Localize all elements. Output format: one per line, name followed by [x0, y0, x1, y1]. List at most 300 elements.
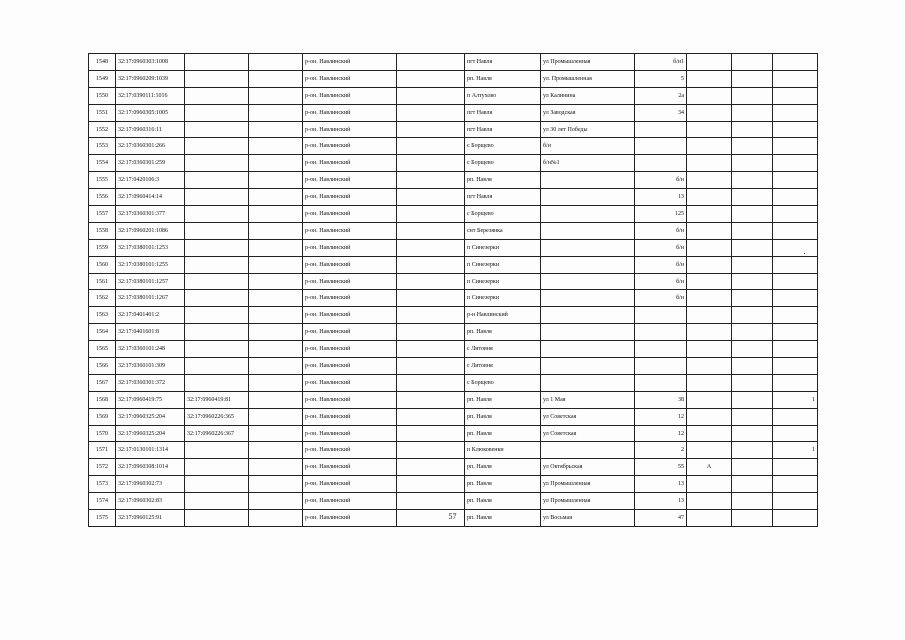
- locality-name: с Борщево: [465, 206, 541, 223]
- building-letter: [687, 307, 732, 324]
- locality-name: рп. Навля: [465, 391, 541, 408]
- cell-empty: [249, 172, 303, 189]
- previous-cadastral-number: 32:17:0960226:367: [185, 425, 249, 442]
- cell-flag: [773, 189, 818, 206]
- district-name: р-он. Навлинский: [303, 239, 397, 256]
- cell-empty: [732, 374, 773, 391]
- house-number: 5: [635, 70, 687, 87]
- locality-name: п Синезерки: [465, 290, 541, 307]
- cell-empty: [397, 408, 465, 425]
- cell-empty: [732, 493, 773, 510]
- house-number: 125: [635, 206, 687, 223]
- row-number: 1570: [89, 425, 116, 442]
- cadastral-number: 32:17:0390111:1016: [116, 87, 185, 104]
- house-number: 13: [635, 493, 687, 510]
- row-number: 1561: [89, 273, 116, 290]
- previous-cadastral-number: [185, 70, 249, 87]
- cell-flag: [773, 239, 818, 256]
- district-name: р-он. Навлинский: [303, 307, 397, 324]
- cell-empty: [397, 358, 465, 375]
- cell-flag: [773, 374, 818, 391]
- registry-table: [88, 53, 818, 527]
- district-name: р-он. Навлинский: [303, 189, 397, 206]
- cell-flag: [773, 341, 818, 358]
- cell-empty: [732, 239, 773, 256]
- house-number: б/н: [635, 256, 687, 273]
- street-name: ул 30 лет Победы: [541, 121, 635, 138]
- row-number: 1557: [89, 206, 116, 223]
- row-number: 1562: [89, 290, 116, 307]
- table-row: [89, 476, 818, 493]
- cell-empty: [397, 172, 465, 189]
- table-row: [89, 425, 818, 442]
- previous-cadastral-number: [185, 307, 249, 324]
- locality-name: п Синезерки: [465, 239, 541, 256]
- table-row: [89, 70, 818, 87]
- district-name: р-он. Навлинский: [303, 341, 397, 358]
- cadastral-number: 32:17:0380101:1267: [116, 290, 185, 307]
- cell-empty: [732, 307, 773, 324]
- locality-name: пгт Навля: [465, 189, 541, 206]
- building-letter: [687, 358, 732, 375]
- building-letter: [687, 155, 732, 172]
- cell-empty: [249, 222, 303, 239]
- cell-flag: [773, 290, 818, 307]
- house-number: 13: [635, 189, 687, 206]
- cell-empty: [732, 206, 773, 223]
- previous-cadastral-number: [185, 104, 249, 121]
- table-body: [89, 54, 818, 527]
- street-name: [541, 273, 635, 290]
- district-name: р-он. Навлинский: [303, 374, 397, 391]
- locality-name: с Борщево: [465, 155, 541, 172]
- cell-empty: [249, 341, 303, 358]
- locality-name: п Клюковенки: [465, 442, 541, 459]
- cell-empty: [732, 425, 773, 442]
- house-number: 34: [635, 104, 687, 121]
- previous-cadastral-number: [185, 290, 249, 307]
- table-row: [89, 256, 818, 273]
- building-letter: [687, 172, 732, 189]
- cell-empty: [249, 442, 303, 459]
- house-number: б/н: [635, 290, 687, 307]
- cell-empty: [249, 189, 303, 206]
- cell-empty: [249, 155, 303, 172]
- locality-name: п Синезерки: [465, 256, 541, 273]
- cadastral-number: 32:17:0960302:73: [116, 476, 185, 493]
- table-row: [89, 408, 818, 425]
- street-name: [541, 189, 635, 206]
- cell-empty: [397, 391, 465, 408]
- street-name: ул Восьмая: [541, 510, 635, 527]
- table-row: [89, 206, 818, 223]
- cadastral-number: 32:17:0960308:1014: [116, 459, 185, 476]
- table-row: [89, 239, 818, 256]
- district-name: р-он. Навлинский: [303, 408, 397, 425]
- cell-flag: [773, 324, 818, 341]
- page-number: 57: [448, 512, 457, 521]
- table-row: [89, 273, 818, 290]
- cell-empty: [249, 256, 303, 273]
- locality-name: с Борщево: [465, 374, 541, 391]
- cell-flag: [773, 206, 818, 223]
- row-number: 1571: [89, 442, 116, 459]
- previous-cadastral-number: [185, 155, 249, 172]
- locality-name: с Литовня: [465, 358, 541, 375]
- table-row: [89, 324, 818, 341]
- street-name: ул Заводская: [541, 104, 635, 121]
- row-number: 1574: [89, 493, 116, 510]
- cell-empty: [732, 138, 773, 155]
- previous-cadastral-number: [185, 374, 249, 391]
- street-name: [541, 358, 635, 375]
- street-name: ул Советская: [541, 425, 635, 442]
- cell-flag: [773, 476, 818, 493]
- house-number: [635, 121, 687, 138]
- locality-name: снт Березянка: [465, 222, 541, 239]
- table-row: [89, 54, 818, 71]
- district-name: р-он. Навлинский: [303, 391, 397, 408]
- locality-name: рп. Навля: [465, 70, 541, 87]
- cell-flag: [773, 222, 818, 239]
- district-name: р-он. Навлинский: [303, 459, 397, 476]
- street-name: ул Октябрьская: [541, 459, 635, 476]
- previous-cadastral-number: [185, 324, 249, 341]
- cell-empty: [732, 189, 773, 206]
- house-number: 47: [635, 510, 687, 527]
- cell-empty: [249, 290, 303, 307]
- house-number: 2а: [635, 87, 687, 104]
- cadastral-number: 32:17:0960414:14: [116, 189, 185, 206]
- cell-empty: [732, 222, 773, 239]
- cell-flag: [773, 408, 818, 425]
- cadastral-number: 32:17:0360301:266: [116, 138, 185, 155]
- building-letter: А: [687, 459, 732, 476]
- table-row: [89, 155, 818, 172]
- previous-cadastral-number: 32:17:0960226:365: [185, 408, 249, 425]
- cell-empty: [249, 425, 303, 442]
- cadastral-number: 32:17:0130101:1314: [116, 442, 185, 459]
- cell-empty: [397, 138, 465, 155]
- cadastral-number: 32:17:0960316:11: [116, 121, 185, 138]
- house-number: 2: [635, 442, 687, 459]
- building-letter: [687, 70, 732, 87]
- locality-name: пгт Навля: [465, 54, 541, 71]
- cell-empty: [397, 290, 465, 307]
- street-name: б/н: [541, 138, 635, 155]
- district-name: р-он. Навлинский: [303, 442, 397, 459]
- cell-empty: [397, 273, 465, 290]
- cell-empty: [397, 239, 465, 256]
- previous-cadastral-number: 32:17:0960419:81: [185, 391, 249, 408]
- cell-empty: [732, 172, 773, 189]
- cadastral-number: 32:17:0960325:204: [116, 425, 185, 442]
- house-number: 55: [635, 459, 687, 476]
- cell-empty: [249, 273, 303, 290]
- house-number: [635, 324, 687, 341]
- cell-empty: [732, 442, 773, 459]
- cell-flag: [773, 138, 818, 155]
- row-number: 1559: [89, 239, 116, 256]
- building-letter: [687, 206, 732, 223]
- cell-flag: [773, 87, 818, 104]
- cell-flag: [773, 493, 818, 510]
- district-name: р-он. Навлинский: [303, 290, 397, 307]
- cell-empty: [249, 476, 303, 493]
- building-letter: [687, 273, 732, 290]
- cadastral-number: 32:17:0960201:1086: [116, 222, 185, 239]
- street-name: ул. Промышленная: [541, 70, 635, 87]
- cell-empty: [732, 104, 773, 121]
- row-number: 1563: [89, 307, 116, 324]
- previous-cadastral-number: [185, 476, 249, 493]
- street-name: ул 1 Мая: [541, 391, 635, 408]
- street-name: [541, 374, 635, 391]
- cell-empty: [732, 476, 773, 493]
- cadastral-number: 32:17:0401401:2: [116, 307, 185, 324]
- locality-name: п Синезерки: [465, 273, 541, 290]
- cell-empty: [397, 442, 465, 459]
- building-letter: [687, 138, 732, 155]
- cell-empty: [249, 54, 303, 71]
- cell-flag: [773, 155, 818, 172]
- district-name: р-он. Навлинский: [303, 87, 397, 104]
- house-number: 13: [635, 476, 687, 493]
- cell-empty: [732, 87, 773, 104]
- street-name: [541, 442, 635, 459]
- cell-empty: [249, 121, 303, 138]
- cell-empty: [397, 87, 465, 104]
- previous-cadastral-number: [185, 256, 249, 273]
- cadastral-number: 32:17:0380101:1253: [116, 239, 185, 256]
- previous-cadastral-number: [185, 239, 249, 256]
- cadastral-number: 32:17:0360101:309: [116, 358, 185, 375]
- cell-empty: [249, 408, 303, 425]
- cadastral-number: 32:17:0380101:1257: [116, 273, 185, 290]
- cell-empty: [397, 206, 465, 223]
- district-name: р-он. Навлинский: [303, 172, 397, 189]
- cell-empty: [397, 459, 465, 476]
- locality-name: пгт Навля: [465, 104, 541, 121]
- district-name: р-он. Навлинский: [303, 222, 397, 239]
- building-letter: [687, 324, 732, 341]
- house-number: 12: [635, 425, 687, 442]
- building-letter: [687, 222, 732, 239]
- previous-cadastral-number: [185, 206, 249, 223]
- cadastral-number: 32:17:0960125:91: [116, 510, 185, 527]
- table-row: [89, 189, 818, 206]
- district-name: р-он. Навлинский: [303, 493, 397, 510]
- table-row: [89, 87, 818, 104]
- building-letter: [687, 256, 732, 273]
- building-letter: [687, 239, 732, 256]
- cell-flag: 1: [773, 391, 818, 408]
- district-name: р-он. Навлинский: [303, 510, 397, 527]
- cell-empty: [249, 104, 303, 121]
- street-name: ул Промышленная: [541, 493, 635, 510]
- district-name: р-он. Навлинский: [303, 256, 397, 273]
- locality-name: рп. Навля: [465, 324, 541, 341]
- street-name: [541, 172, 635, 189]
- house-number: [635, 138, 687, 155]
- cell-empty: [397, 324, 465, 341]
- row-number: 1550: [89, 87, 116, 104]
- table-row: [89, 391, 818, 408]
- house-number: [635, 155, 687, 172]
- row-number: 1573: [89, 476, 116, 493]
- previous-cadastral-number: [185, 222, 249, 239]
- row-number: 1569: [89, 408, 116, 425]
- table-row: [89, 307, 818, 324]
- cell-flag: [773, 54, 818, 71]
- cadastral-number: 32:17:0360101:248: [116, 341, 185, 358]
- cadastral-number: 32:17:0960302:83: [116, 493, 185, 510]
- row-number: 1553: [89, 138, 116, 155]
- row-number: 1549: [89, 70, 116, 87]
- cell-empty: [732, 324, 773, 341]
- building-letter: [687, 425, 732, 442]
- locality-name: рп. Навля: [465, 510, 541, 527]
- cell-flag: [773, 121, 818, 138]
- cell-flag: [773, 104, 818, 121]
- district-name: р-он. Навлинский: [303, 70, 397, 87]
- cadastral-number: 32:17:0960303:1008: [116, 54, 185, 71]
- table-row: [89, 358, 818, 375]
- house-number: б/н: [635, 273, 687, 290]
- cell-empty: [397, 104, 465, 121]
- table-row: [89, 104, 818, 121]
- building-letter: [687, 374, 732, 391]
- district-name: р-он. Навлинский: [303, 138, 397, 155]
- cell-flag: 1: [773, 442, 818, 459]
- previous-cadastral-number: [185, 493, 249, 510]
- building-letter: [687, 87, 732, 104]
- street-name: ул Промышленная: [541, 476, 635, 493]
- previous-cadastral-number: [185, 54, 249, 71]
- district-name: р-он. Навлинский: [303, 476, 397, 493]
- cell-empty: [397, 341, 465, 358]
- district-name: р-он. Навлинский: [303, 358, 397, 375]
- cell-empty: [249, 493, 303, 510]
- cell-empty: [397, 121, 465, 138]
- table-row: [89, 290, 818, 307]
- row-number: 1556: [89, 189, 116, 206]
- cell-empty: [732, 408, 773, 425]
- cell-flag: [773, 425, 818, 442]
- district-name: р-он. Навлинский: [303, 104, 397, 121]
- district-name: р-он. Навлинский: [303, 206, 397, 223]
- cell-empty: [397, 256, 465, 273]
- locality-name: с Литовня: [465, 341, 541, 358]
- street-name: [541, 307, 635, 324]
- previous-cadastral-number: [185, 442, 249, 459]
- table-row: [89, 442, 818, 459]
- cell-empty: [249, 391, 303, 408]
- cadastral-number: 32:17:0360301:377: [116, 206, 185, 223]
- row-number: 1564: [89, 324, 116, 341]
- cell-empty: [732, 341, 773, 358]
- cell-flag: [773, 459, 818, 476]
- house-number: 12: [635, 408, 687, 425]
- building-letter: [687, 54, 732, 71]
- cadastral-number: 32:17:0960209:1039: [116, 70, 185, 87]
- street-name: ул Промышленная: [541, 54, 635, 71]
- street-name: ул Советская: [541, 408, 635, 425]
- locality-name: п Алтухово: [465, 87, 541, 104]
- cell-empty: [397, 189, 465, 206]
- scan-speck: [804, 253, 805, 254]
- building-letter: [687, 476, 732, 493]
- house-number: [635, 341, 687, 358]
- building-letter: [687, 341, 732, 358]
- cell-empty: [249, 206, 303, 223]
- cell-empty: [397, 70, 465, 87]
- table-row: [89, 121, 818, 138]
- cadastral-number: 32:17:0960325:204: [116, 408, 185, 425]
- cadastral-number: 32:17:0420106:3: [116, 172, 185, 189]
- cell-empty: [249, 459, 303, 476]
- street-name: ул Калинина: [541, 87, 635, 104]
- previous-cadastral-number: [185, 121, 249, 138]
- locality-name: пгт Навля: [465, 121, 541, 138]
- cell-empty: [397, 374, 465, 391]
- locality-name: рп. Навля: [465, 493, 541, 510]
- row-number: 1551: [89, 104, 116, 121]
- cadastral-number: 32:17:0380101:1255: [116, 256, 185, 273]
- house-number: б/н1: [635, 54, 687, 71]
- locality-name: рп. Навля: [465, 425, 541, 442]
- locality-name: рп. Навля: [465, 476, 541, 493]
- cadastral-number: 32:17:0960419:75: [116, 391, 185, 408]
- house-number: б/н: [635, 172, 687, 189]
- district-name: р-он. Навлинский: [303, 425, 397, 442]
- table-row: [89, 341, 818, 358]
- building-letter: [687, 493, 732, 510]
- street-name: [541, 290, 635, 307]
- house-number: [635, 374, 687, 391]
- house-number: [635, 358, 687, 375]
- cell-empty: [397, 493, 465, 510]
- cell-empty: [397, 155, 465, 172]
- row-number: 1565: [89, 341, 116, 358]
- district-name: р-он. Навлинский: [303, 155, 397, 172]
- table-row: [89, 493, 818, 510]
- cell-empty: [732, 121, 773, 138]
- district-name: р-он. Навлинский: [303, 121, 397, 138]
- cell-empty: [732, 155, 773, 172]
- previous-cadastral-number: [185, 341, 249, 358]
- cadastral-number: 32:17:0401601:8: [116, 324, 185, 341]
- house-number: [635, 307, 687, 324]
- cell-empty: [249, 324, 303, 341]
- district-name: р-он. Навлинский: [303, 273, 397, 290]
- cell-empty: [732, 459, 773, 476]
- cell-flag: [773, 307, 818, 324]
- cell-empty: [397, 425, 465, 442]
- building-letter: [687, 442, 732, 459]
- building-letter: [687, 408, 732, 425]
- house-number: б/н: [635, 222, 687, 239]
- locality-name: с Борщево: [465, 138, 541, 155]
- street-name: б/н№1: [541, 155, 635, 172]
- cell-empty: [397, 54, 465, 71]
- building-letter: [687, 391, 732, 408]
- house-number: 38: [635, 391, 687, 408]
- previous-cadastral-number: [185, 358, 249, 375]
- row-number: 1572: [89, 459, 116, 476]
- row-number: 1548: [89, 54, 116, 71]
- cell-empty: [249, 374, 303, 391]
